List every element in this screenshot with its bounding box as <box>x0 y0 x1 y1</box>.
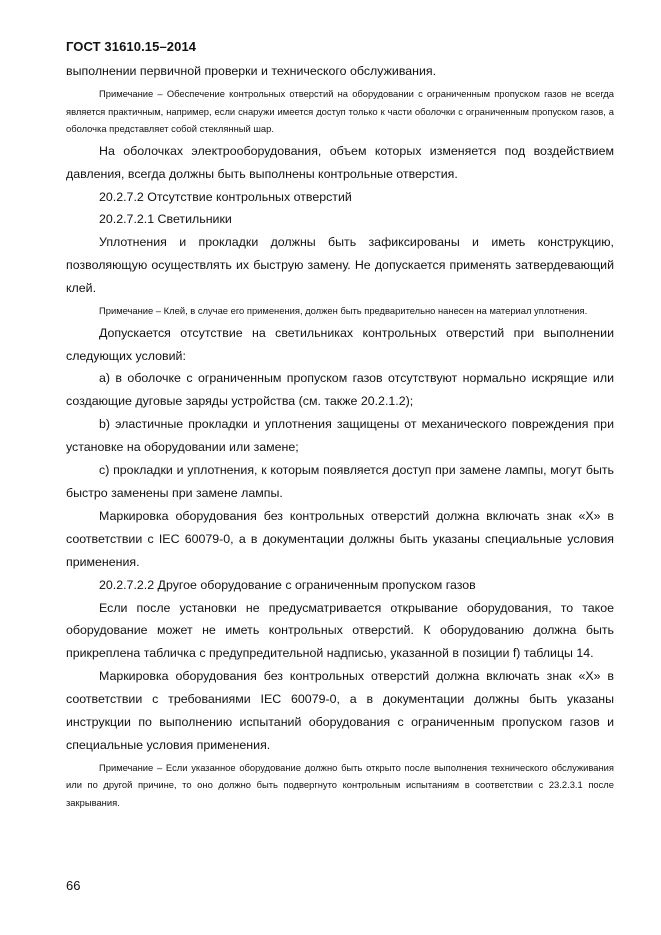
paragraph-marking-1: Маркировка оборудования без контрольных отверстий должна включать знак «X» в соответствии с IEC 60079-0, а в документации должны быть указаны специальные условия применения. <box>66 508 614 569</box>
paragraph-marking-2: Маркировка оборудования без контрольных отверстий должна включать знак «X» в соответствии с требованиями IEC 60079-0, а в документации должны быть указаны инструкции по выполнению испытаний оборудования с ограниченным пропуском газов и специальные условия применения. <box>66 669 614 752</box>
section-heading-20-2-7-2-1: 20.2.7.2.1 Светильники <box>99 212 232 227</box>
list-item-a: а) в оболочке с ограниченным пропуском газов отсутствуют нормально искрящие или создающие дуговые заряды устройства (см. также 20.2.1.2); <box>66 371 614 409</box>
note-1: Примечание – Обеспечение контрольных отверстий на оборудовании с ограниченным пропуском газов не всегда является практичным, например, если снаружи имеется доступ только к части оболочки с ограниченным пропуском газов, а оболочка представляет собой стеклянный шар. <box>66 87 614 135</box>
note-3: Примечание – Если указанное оборудование должно быть открыто после выполнения технического обслуживания или по другой причине, то оно должно быть подвергнуто контрольным испытаниям в соответствии с 23.2.3.1 после закрывания. <box>66 761 614 809</box>
document-header: ГОСТ 31610.15–2014 <box>66 39 197 54</box>
paragraph-continuation: выполнении первичной проверки и технического обслуживания. <box>66 64 437 78</box>
paragraph-opening: Если после установки не предусматривается открывание оборудования, то такое оборудование может не иметь контрольных отверстий. К оборудованию должна быть прикреплена табличка с предупредительной надписью, указанной в позиции f) таблицы 14. <box>66 600 614 661</box>
list-item-b: b) эластичные прокладки и уплотнения защищены от механического повреждения при установке на оборудовании или замене; <box>66 417 614 455</box>
section-heading-20-2-7-2: 20.2.7.2 Отсутствие контрольных отверстий <box>99 189 352 204</box>
paragraph-pressure: На оболочках электрооборудования, объем которых изменяется под воздействием давления, всегда должны быть выполнены контрольные отверстия. <box>66 143 614 181</box>
list-item-c: с) прокладки и уплотнения, к которым появляется доступ при замене лампы, могут быть быстро заменены при замене лампы. <box>66 463 614 500</box>
paragraph-seals: Уплотнения и прокладки должны быть зафиксированы и иметь конструкцию, позволяющую осуществлять их быструю замену. Не допускается применять затвердевающий клей. <box>66 235 614 296</box>
page-number: 66 <box>66 878 81 893</box>
paragraph-conditions: Допускается отсутствие на светильниках контрольных отверстий при выполнении следующих условий: <box>66 325 614 363</box>
note-2: Примечание – Клей, в случае его применения, должен быть предварительно нанесен на материал уплотнения. <box>99 305 588 317</box>
document-page <box>66 38 614 814</box>
section-heading-20-2-7-2-2: 20.2.7.2.2 Другое оборудование с ограниченным пропуском газов <box>99 577 476 592</box>
